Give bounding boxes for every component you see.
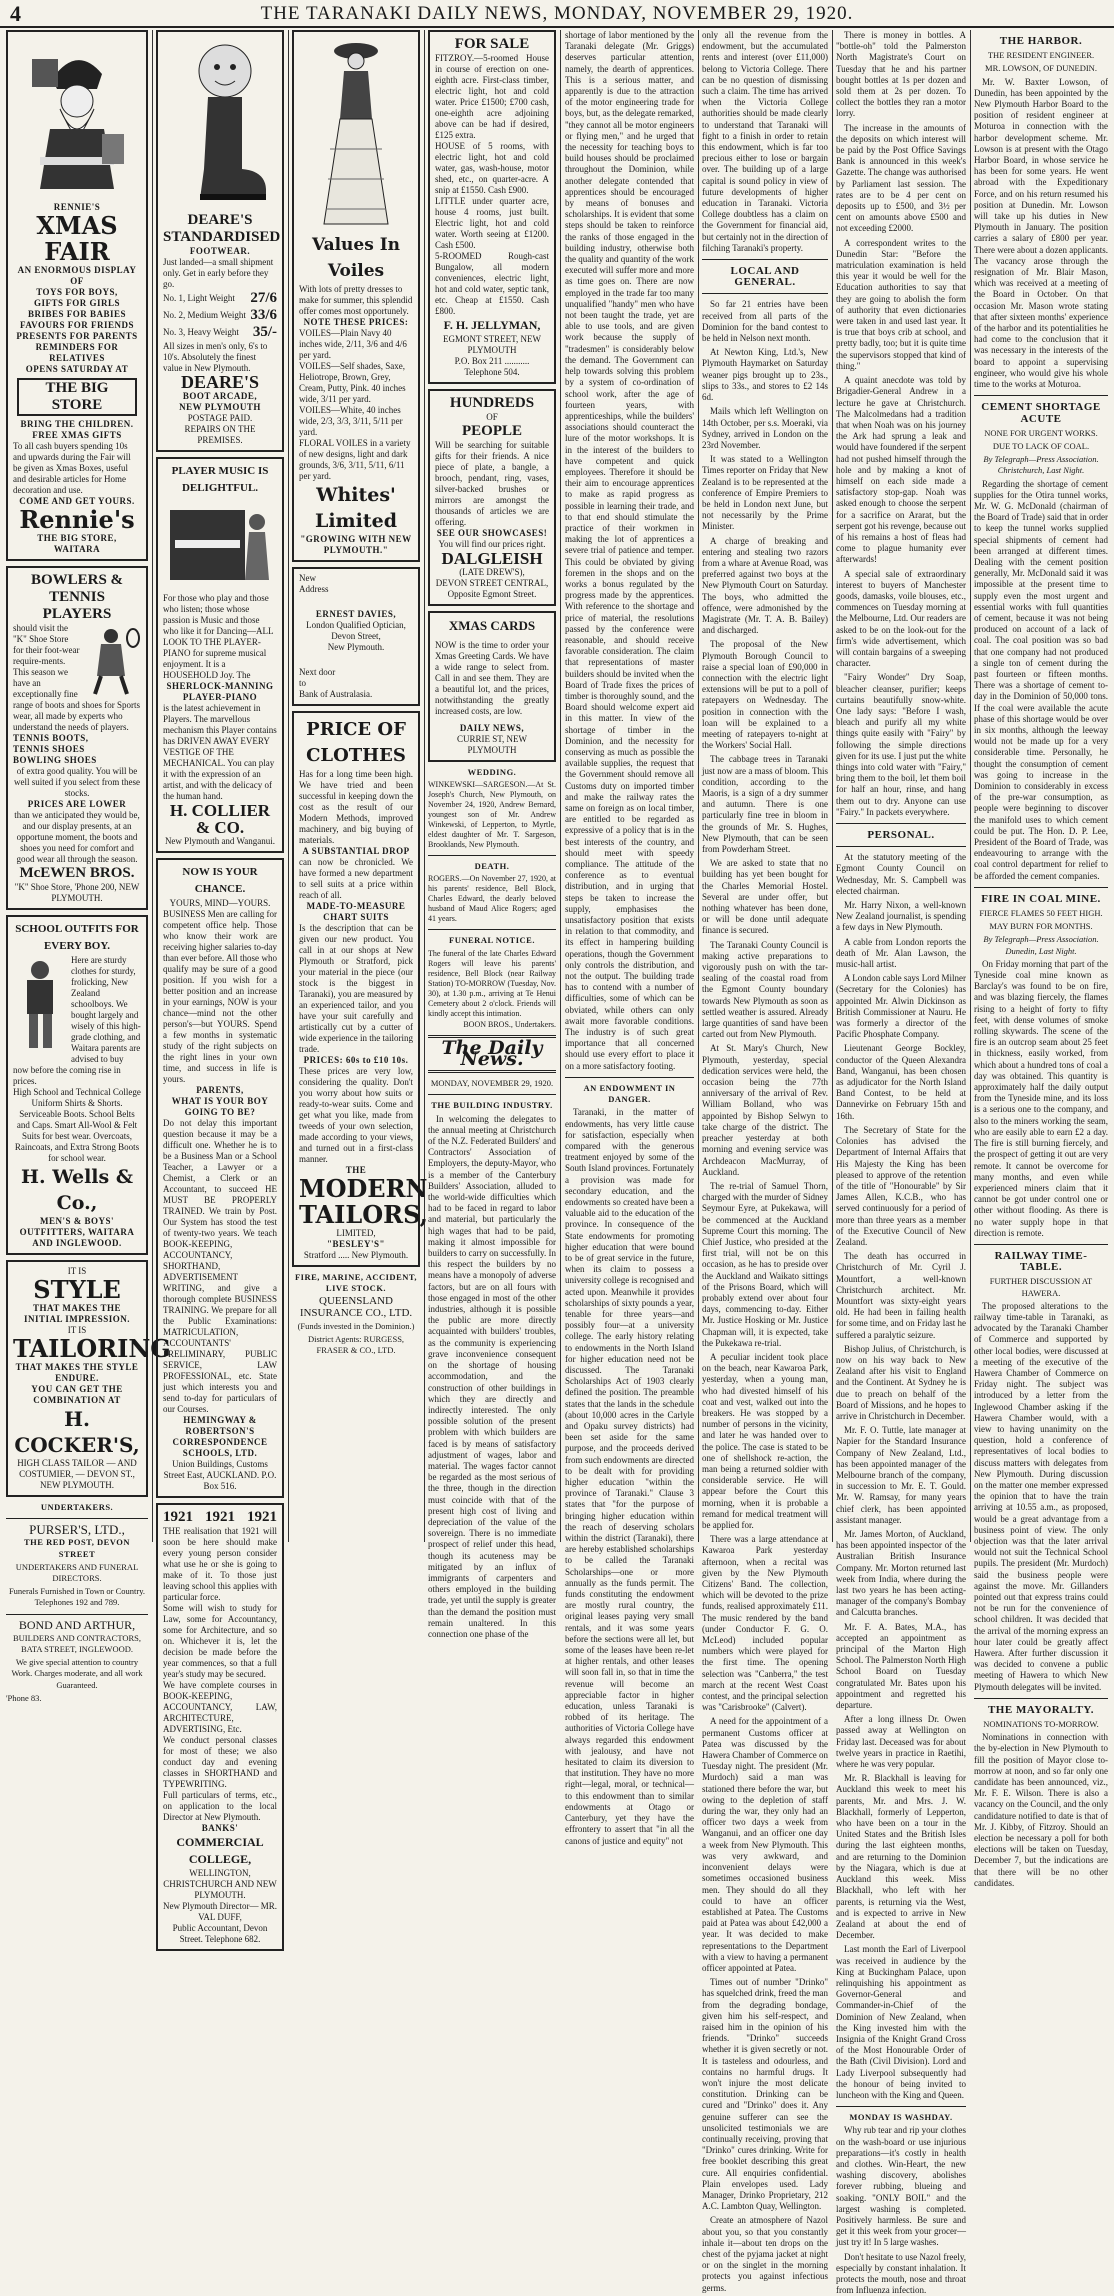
wells-sub: MEN'S & BOYS' OUTFITTERS, WAITARA AND INGLEWOOD. [19,1216,135,1248]
hemingway-sub: YOURS, MIND—YOURS. [169,898,271,908]
deare-store: DEARE'S [180,372,260,392]
pursers-desc: UNDERTAKERS AND FUNERAL DIRECTORS. [15,1561,139,1584]
endowment-body: Taranaki, in the matter of endowments, has very little cause for satisfaction, especially when compared with the generous treatment enjoyed by some of the South Island provinces. Fortunately a provision was made for secondary education, and the endowments so created have been a valuable aid to the education of the province. In consequence of the State endowments for promoting higher education that were bound to be of great service in the future, when its claim to possess a university college is recognised and acted upon. Meanwhile it provides scholarships of sixty pounds a year, tenable for three years—and possibly four—at a university college. The early history relating to endowments in the North Island for higher education need not be discussed. The Taranaki Scholarships Act of 1903 clearly defined the position. The preamble states that the lands in the schedule (about 10,000 acres in the Carlyle and Opaku survey districts) had been set aside for the same purpose, and the proceeds derived from such endowments are directed to be dealt with for providing higher education "within the province of Taranaki." Clause 3 states that "for the purpose of bringing higher education within the reach of deserving scholars within the district (Taranaki), there are hereby established scholarships to be called the Taranaki Scholarships—one or more annually as the funds permit. The funds constituting the endowment are mostly rural country, the original leases paying very small rentals, and it was some years before the sections were all let, but some of the leases have been re-let at higher rentals, and other leases will soon fall in, so that in time the revenue will become an appreciable factor in higher education, unless Taranaki is robbed of its heritage. The authorities of Victoria College have always regarded this endowment with jealousy, and have not hesitated to claim its diversion to that institution. They have no more right—legal, moral, or technical—to this endowment than to similar endowments at Otago or Canterbury, yet they have the effrontery to assert that "in all the canons of justice and equity" not [565,1107,694,1846]
column-7 [836,30,966,2296]
price-value: 27/6 [250,290,277,306]
hemingway-header: NOW IS YOUR CHANCE. [182,866,258,895]
local-general-title: LOCAL AND GENERAL. [730,265,800,289]
mcewen-header: BOWLERS & TENNIS PLAYERS [30,572,124,622]
personal-paragraph: Lieutenant George Bockley, conductor of the Queen Alexandra Band, Wanganui, has been chosen as adjudicator for the North Island Band Contest, to be held at Dannevirke on February 15th and 16th. [836,1043,966,1121]
news-paragraph: The cabbage trees in Taranaki just now are a mass of bloom. This condition, according to the Maoris, is a sign of a dry summer and autumn. There is one particularly fine tree in bloom in the grounds of Mr. S. Hughes, New Plymouth, that can be seen from Powderham Street. [702,754,828,855]
fire-sub: FIERCE FLAMES 50 FEET HIGH. [979,908,1103,919]
big-store-logo: THE BIG STORE [17,378,137,416]
deare-postage: POSTAGE PAID. [187,413,253,423]
rennie-bring: BRING THE CHILDREN. [20,419,134,429]
railway-body: The proposed alterations to the railway time-table in Taranaki, as advocated by the Taranaki Chamber of Commerce and supported by other local bodies, were discussed at a meeting of the executive of the Hawera Chamber of Commerce on Friday night. The subject was introduced by a letter from the Inglewood Chamber asking if the Hawera Chamber would, with a view to having unanimity on the question, hold a conference of representatives of local bodies to discuss matters with delegates from New Plymouth. During discussion on the matter one member expressed the opinion that to have the train arriving at 10.55 a.m., as proposed, would be a great advantage from a business point of view. The only objection was that the later arrival would not suit the Technical School pupils. The president (Mr. Murdoch) said the business people were against the move. Mr. Gillanders pointed out that express trains could not be run for the convenience of school children. It was decided that the arrival of the morning express an hour later could be greatly affect Hawera. After further discussion it was decided to convene a public meeting of Hawera to which New Plymouth delegates will be invited. [974,1300,1108,1692]
santa-claus-illustration [22,39,132,199]
tailors-limited: LIMITED, [336,1228,376,1238]
banks-college-ad [156,1503,284,1951]
collier-header: PLAYER MUSIC IS DELIGHTFUL. [171,465,269,494]
dalgleish-find: You will find our prices right. [438,539,546,549]
banks-name: BANKS' [201,1823,239,1833]
personal-paragraph: Last month the Earl of Liverpool was received in audience by the King at Buckingham Palace, upon relinquishing his appointment as Governor-General and Commander-in-Chief of the Dominion of New Zealand, when the King invested him with the Insignia of the Knight Grand Cross of the Most Honourable Order of the Bath (Civil Division). Lord and Lady Liverpool subsequently had the honour of being invited to luncheon with the King and Queen. [836,1944,966,2100]
insurance-line-2: (Funds invested in the Dominion.) [297,1320,415,1331]
rennie-item: PRESENTS FOR PARENTS [16,331,138,341]
wells-body-2: High School and Technical College Uniform Shirts & Shorts. Serviceable Boots. School Belts and Caps. Smart All-Wool & Felt Suits for best wear. Overcoats, Raincoats, and Extra Strong Boots for school wear. [13,1087,141,1163]
cocker-address: HIGH CLASS TAILOR — AND COSTUMIER, — DEVON ST., NEW PLYMOUTH. [17,1458,137,1490]
hemingway-robertson-ad [156,858,284,1498]
column-rule [560,30,561,1542]
davies-desc: London Qualified Optician, [306,620,406,630]
cocker-line: THAT MAKES THE STYLE ENDURE. [15,1362,139,1383]
news-paragraph: We are asked to state that no building has yet been bought for the Charles Memorial Hostel. Several are under offer, but nothing whatever has been done, or will be done until adequate finance is secured. [702,858,828,936]
banks-body-3: We have complete courses in BOOK-KEEPING, ACCOUNTANCY, LAW, ARCHITECTURE, ADVERTISING, Etc. [163,1680,277,1734]
collier-body: For those who play and those who listen; those whose passion is Music and those who like it for Dancing—ALL LOOK TO THE PLAYER-PIANO for supreme musical enjoyment. It is a HOUSEHOLD Joy. The [163,593,274,680]
column-rule [832,30,833,1542]
year: 1921 [205,1509,235,1525]
jellyman-for-sale-ad [428,30,556,384]
year: 1921 [247,1509,277,1525]
tennis-player-illustration [81,626,141,696]
news-paragraph: The increase in the amounts of the deposits on which interest will be paid by the Post Office Savings Bank is announced in this week's Gazette. The change was authorised by Parliament last session. The rates are to be 4 per cent on deposits up to £500, and 3½ per cent on amounts above £500 and not exceeding £2000. [836,122,966,234]
washday-body: Why rub tear and rip your clothes on the wash-board or use injurious preparations—it's costly in health and clothes. Win-Heart, the new washing discovery, abolishes forever rubbing, blueing and soaking. "ONLY BOIL" and the largest washing is completed. Positively harmless. Be sure and get it this week from your grocer—just try it! In 5 large washes. [836,2125,966,2248]
voiles-title: Values In Voiles [311,235,401,281]
jellyman-phone: P.O. Box 211 ........... Telephone 504. [454,356,530,377]
xmas-cards-ad [428,611,556,762]
news-paragraph: A quaint anecdote was told by Brigadier-General Andrew in a lecture he gave at Christchurch. The Malcolmedans had a tradition that when Noah was on his journey the Ark had sprung a leak and would have foundered if the serpent had not pushed himself through the hole and by making a knot of himself on each side made a satisfactory stop-gap. Noah was asked enough to choose the serpent for a sacrifice on Ararat, but the serpent got his revenge, because out of his remains a host of fleas had come to plague humanity ever afterwards! [836,375,966,565]
xmas-fair-title: XMAS FAIR [36,211,118,266]
voiles-item: VOILES—Self shades, Saxe, Heliotrope, Brown, Grey, Cream, Putty, Pink. 40 inches wide, 3/11 per yard. [299,361,406,404]
cement-sub: NONE FOR URGENT WORKS. [984,427,1098,438]
ernest-davies-ad [292,567,420,706]
voiles-item: FLORAL VOILES in a variety of new designs, light and dark grounds, 3/6, 3/11, 5/11, 6/11 per yard. [299,438,411,481]
jellyman-address: EGMONT STREET, NEW PLYMOUTH [443,334,541,355]
dalgleish-late: (LATE DREW'S), [459,567,525,577]
cocker-name: H. COCKER'S, [14,1407,140,1457]
mcewen-prices: PRICES ARE LOWER [27,799,127,809]
news-paragraph: Create an atmosphere of Nazol about you, so that you constantly inhale it—about ten drops on the chest of the pyjama jacket at night or on the singlet in the morning protects you against infectious germs. [702,2215,828,2293]
news-paragraph: Times out of number "Drinko" has squelched drink, freed the man from the degrading bondage, given him his self-respect, and raised him in the opinion of his friends. "Drinko" succeeds whether it is given secretly or not. It is tasteless and odourless, and contains no harmful drugs. It won't injure the most delicate constitution. Drinking can be cured and "Drinko" does it. Any genuine sufferer can see the unsolicited testimonials we are continually receiving, proving that "Drinko" cures drinking. Write for free booklet describing this great cure. All enquiries confidential. Plain envelopes used. Lady Manager, Drinko Proprietary, 212 A.C. Lambton Quay, Wellington. [702,1977,828,2212]
news-paragraph: A special sale of extraordinary interest to buyers of Manchester goods, damasks, voile blouses, etc., commences on Tuesday morning at the Melbourne, Ltd. Our readers are asked to be on the look-out for the firm's wide advertisement, which will contain bargains of a sweeping character. [836,568,966,669]
davies-name: ERNEST DAVIES, [315,609,397,619]
rennie-free-gifts: FREE XMAS GIFTS [32,430,122,440]
cement-sub-2: DUE TO LACK OF COAL. [992,440,1090,451]
rennie-item: REMINDERS FOR RELATIVES [35,342,119,363]
editorial-date: MONDAY, NOVEMBER 29, 1920. [430,1078,554,1089]
deare-town: NEW PLYMOUTH [179,402,261,412]
rennie-caption: RENNIE'S [53,202,101,212]
personal-paragraph: Mr. F. O. Tuttle, late manager at Napier for the Standard Insurance Company of New Zealand, Ltd., has been appointed manager of the Melbourne branch of the company, in succession to Mr. E. T. Gould. Mr. W. Ramsay, for many years chief clerk, has been appointed assistant manager. [836,1425,966,1525]
death-notice: ROGERS.—On November 27, 1920, at his parents' residence, Bell Block, Charles Edward, the dearly beloved husband of Maud Alice Rogers; aged 41 years. [428,874,556,924]
deare-repairs: REPAIRS ON THE PREMISES. [184,424,256,445]
price-label: No. 2, Medium Weight [163,310,246,320]
price-row [163,307,277,324]
banks-cities: WELLINGTON, CHRISTCHURCH AND NEW PLYMOUTH. [163,1868,277,1900]
rennie-xmas-fair-ad [6,30,148,561]
banks-director-2: Public Accountant, Devon Street. Telephone 682. [172,1923,268,1944]
funeral-header: FUNERAL NOTICE. [449,935,535,946]
personal-paragraph: Mr. James Morton, of Auckland, has been appointed inspector of the Australian British Insurance Company. Mr. Morton returned last week from India, where during the last two years he has been acting-manager of the company's Bombay and Calcutta branches. [836,1529,966,1618]
insurance-line-3: District Agents: RURGESS, FRASER & CO., LTD. [307,1334,405,1356]
mcewen-address: "K" Shoe Store, 'Phone 200, NEW PLYMOUTH. [14,882,140,903]
column-rule [152,30,153,1542]
banks-director: New Plymouth Director— MR. VAL DUFF, [163,1901,277,1922]
wells-header: SCHOOL OUTFITS FOR EVERY BOY. [15,923,139,952]
railway-sub: FURTHER DISCUSSION AT HAWERA. [989,1276,1093,1298]
lady-in-dress-illustration [316,39,396,229]
news-paragraph: A need for the appointment of a permanent Customs officer at Patea was discussed by the Hawera Chamber of Commerce on Tuesday night. The president (Mr. Murdoch) said a man was stationed there before the war, but owing to the depletion of staff during the war, they only had an officer two days a week from Wanganui, and an officer one day a week from New Plymouth. This was very awkward, and inconvenient delays were sometimes occasioned business men. They should do all they could to have an officer established at Patea. The Customs paid at Patea was about £42,000 a year. It was decided to make representations to the Department with a view to having a permanent officer appointed at Patea. [702,1716,828,1973]
queensland-insurance-name: QUEENSLAND INSURANCE CO., LTD. [299,1295,413,1319]
deare-note: All sizes in men's only, 6's to 10's. Absolutely the finest value in New Plymouth. [163,341,268,373]
daily-news-masthead: The Daily News. [441,1036,543,1071]
fire-title: FIRE IN COAL MINE. [981,892,1101,905]
column-1 [6,30,171,1703]
funeral-undertaker: BOON BROS., Undertakers. [463,1019,556,1029]
harbour-body: Mr. W. Baxter Lowson, of Dunedin, has been appointed by the New Plymouth Harbor Board to the position of resident engineer at Moturoa in connection with the harbor development scheme. Mr. Lowson is at present with the Otago Harbor Board, in whose service he has been for some years. He went abroad with the Expeditionary Force, and on his return resumed his position at Dunedin. Mr. Lowson will take up his duties in New Plymouth in January. The position carries a salary of £800 per year. There were about a dozen applicants. The vacancy arose through the resignation of Mr. Blair Mason, which was received at a meeting of the Board in October. On that occasion Mr. Mason wrote stating that after sixteen months' experience of the harbor and its potentialities he had come to the conclusion that it was necessary in the interests of the board to appoint a supervising engineer, who would give his whole time to the works at Moturoa. [974,76,1108,390]
cement-byline: By Telegraph—Press Association. Christchurch, Last Night. [983,454,1099,476]
whites-tagline: "GROWING WITH NEW PLYMOUTH." [300,534,412,555]
tailors-the: THE [345,1165,367,1175]
column-6 [702,30,828,2293]
washday-title: MONDAY IS WASHDAY. [849,2112,953,2123]
railway-title: RAILWAY TIME-TABLE. [994,1249,1088,1274]
sale-title: FOR SALE [454,36,530,52]
boot-illustration [170,39,270,209]
tailors-modern: MODERN [299,1174,428,1203]
hemingway-question: WHAT IS YOUR BOY GOING TO BE? [171,1096,269,1117]
news-paragraph: There was a large attendance at Kawaroa Park yesterday afternoon, when a recital was given by the New Plymouth Citizens' Band. The collection, which will be devoted to the prize funds, realised approximately £11. The music rendered by the band (under Conductor F. G. O. McLeod) included popular numbers which were played for the first time. The opening selection was "Canberra," the test march at the recent West Coast contest, and the principal selection was "Carisbrooke" (Calvert). [702,1534,828,1713]
wedding-notice: WINKEWSKI—SARGESON.—At St. Joseph's Church, New Plymouth, on November 24, 1920, Andrew Bernard, youngest son of Mr. Andrew Winkewski, of Lepperton, to Myrtle, eldest daughter of Mr. T. Sargeson, Brooklands, New Plymouth. [428,780,556,850]
mayoralty-sub: NOMINATIONS TO-MORROW. [983,1719,1099,1730]
cocker-line: IT IS [67,1266,87,1276]
davies-next: Next door [299,667,336,677]
banks-body-5: Full particulars of terms, etc., on application to the local Director at New Plymouth. [163,1790,277,1822]
fire-sub-2: MAY BURN FOR MONTHS. [989,921,1093,932]
column-rule [970,30,971,1542]
hemingway-body: BUSINESS Men are calling for competent office help. Those who know their work are receiving higher salaries to-day than ever before. All those who qualify may be sure of a good position. If you wish for a better position and an increase in your earnings, NOW is your chance—mind not the other person's—but YOURS. Spend a few months in systematic study of the right subjects on the right lines in your own time, and success in life is yours. [163,909,277,1084]
mcewen-body-2: of extra good quality. You will be well suited if you select from these stocks. [14,766,140,798]
price-label: No. 3, Heavy Weight [163,327,239,337]
column-rule [424,30,425,1542]
dalgleish-people: PEOPLE [461,423,522,439]
tailors-towns: Stratford ..... New Plymouth. [303,1250,409,1260]
news-paragraph: At St. Mary's Church, New Plymouth, yesterday, special dedication services were held, the occasion being the 77th anniversary of the arrival of Rev. William Bolland, who was appointed by Bishop Selwyn to take charge of the district. The preacher yesterday at both morning and evening service was Archdeacon MacMurray, of Auckland. [702,1043,828,1177]
whites-name: Whites' Limited [314,484,398,532]
davies-address-label: Address [299,584,329,594]
rennie-body: To all cash buyers spending 10s and upwards during the Fair will be given as Xmas Boxes, useful and desirable articles for Home decoration and use. [13,441,131,495]
washday-body-2: Don't hesitate to use Nazol freely, especially by constant inhalation. It protects the mouth, nose and throat from Influenza infection. [836,2251,966,2296]
daily-news-address: CURRIE ST, NEW PLYMOUTH [456,734,528,755]
harbour-sub-2: MR. LOWSON, OF DUNEDIN. [985,63,1097,74]
cement-body: Regarding the shortage of cement supplies for the Otira tunnel works, Mr. W. G. McDonald (chairman of the Board of Trade) said that in order to keep the tunnel works supplied special shipments of cement had been arranged at different times. Dealing with the cement position generally, Mr. McDonald said it was impossible at the present time to supply even the most urgent and essential works with full quantities of cement, because it was not being produced on account of a lack of coal. The coal position was so bad that one company had not produced a single ton of cement during the past fourteen or fifteen months. There was a shortage of cement to-day in the Dominion of 50,000 tons. If the coal were available the acute phase of this shortage would be over in six months, although the leeway would not be made up for a very considerable time. Personally, he thought the consumption of cement was going to increase in the Dominion to considerably in excess of the pre-war consumption, as people were beginning to discover the manifold uses to which cement could be put. The Hon. D. P. Lee, President of the Board of Trade, was endeavouring to arrange with the coal control department for relief to be afforded the cement companies. [974,478,1108,881]
dalgleish-name: DALGLEISH [441,549,543,568]
dalgleish-address: DEVON STREET CENTRAL, Opposite Egmont Street. [435,578,549,599]
news-paragraph: There is money in bottles. A "bottle-oh" told the Palmerston North Magistrate's Court on Tuesday that he and his partner bought bottles at 1s per dozen and sold them at 2s per dozen. To collect the bottles they ran a motor lorry. [836,30,966,119]
year: 1921 [163,1509,193,1525]
column-2 [156,30,284,1944]
news-paragraph: The re-trial of Samuel Thorn, charged with the murder of Sidney Seymour Eyre, at Pukekawa, will be commenced at the Auckland Supreme Court this morning. The Chief Justice, who presided at the first trial, will not be on this occasion, as he has to preside over the Auckland and Waikato sittings of the Prisons Board, which will probably extend over about four days, commencing to-day. Either Mr. Justice Hosking or Mr. Justice Chapman will, it is expected, take the Pukekawa re-trial. [702,1180,828,1348]
collier-product: SHERLOCK-MANNING PLAYER-PIANO [166,681,274,702]
tailors-besley: "BESLEY'S" [326,1239,385,1249]
bond-arthur-phone: 'Phone 83. [6,1692,42,1703]
dalgleish-of: OF [486,412,498,422]
undertakers-header: UNDERTAKERS. [40,1502,114,1512]
voiles-header: NOTE THESE PRICES: [303,317,409,327]
editorial-continued: shortage of labor mentioned by the Taranaki delegate (Mr. Griggs) deserves particular attention, namely, the dearth of apprentices. This is a serious matter, and apparently is due to the attraction of the motor engineering trade for boys, but, as the delegate remarked, "they cannot all be motor engineers or flying men," and he urged that the necessity for teaching boys to build houses should be proclaimed throughout the Dominion, while another delegate contended that apprentices should be encouraged by means of bonuses and scholarships. It is evident that some steps should be taken to reinforce the ranks of those engaged in the building industry, otherwise both the quality and quantity of the work executed will suffer more and more as time goes on. There are now employed in the trade far too many unqualified "handy" men who have not been taught the trade, yet are able to use tools, and are given work because the supply of "tradesmen" is considerably below the demand. The Government can help towards solving this problem by a system of co-ordination of school work, after the age of fourteen years, with apprenticeships, while the builders' associations should counteract the lure of the motor workshops. It is in the interest of the builders to have competent and quick employees. Therefore it should be their aim to encourage apprentices to make as rapid progress as possible in learning their trade, and to that end should stimulate the practice of their workmen in making the lot of apprentices a severe trial of patience and temper. This could be obviated by giving foremen in the shops and on the works a bonus regulated by the progress made by the apprentices. With reference to the shortage and price of material, the resolutions passed by the conference were reasonable, and should receive favorable consideration. The claim that representations of master builders should be invited when the Board of Trade fixes the prices of timber is thoroughly sound, and the Board should welcome expert aid in this matter. In view of the shortage of timber in the Dominion, and the necessity for conserving as much as possible the available supplies, the request that the Government should remove all Customs duty on imported timber and make the railway rates the same on foreign as on local timber, are entitled to be regarded as expressive of a policy that is in the best interests of the country, and should meet with speedy compliance. The attitude of the conference as to eventual distribution, and in urging that steps be taken to increase the supply, emphasises the unsatisfactory position that exists in relation to that commodity, and its effect in hampering building operations, though the Government only controls the distribution, and not the output. The building trade has to contend with a number of difficulties, some of which can be obviated, while others can only await more favorable conditions. The industry is of such great importance that all concerned should use every effort to place it on a more satisfactory footing. [565,30,694,1071]
editorial-body: In welcoming the delegates to the annual meeting at Christchurch of the N.Z. Federated Builders' and Contractors' Association of Employers, the deputy-Mayor, who is a member of the Canterbury Builders' Association, alluded to the world-wide difficulties which had to be faced in regard to labor and material, but particularly the high wages that had to be paid, making it almost impossible for builders to carry on successfully. In this respect the builders by no means have a monopoly of adverse factors, but are on all fours with those engaged in most of the other industries, although it is possible the public are more directly acquainted with builders' troubles, as the community is experiencing grave inconvenience consequent on the shortage of housing accommodation, and the construction of other buildings in which they are directly and indirectly interested. The only possible solution of the present problem with which builders are faced is by means of satisfactory adjustment of wages, labor and material. The wages factor cannot be regarded as the most serious of the three, though in the direction must coincide with that of the present high cost of living and depreciation of the value of the sovereign. There is no immediate prospect of relief under this head, though its acuteness may be mitigated by an influx of immigrants of carpenters and others employed in the building trade, yet until the supply is greater than the demand the position must remain unaltered. In this connection one phase of the [428,1113,556,1639]
news-paragraph: The proposal of the New Plymouth Borough Council to raise a special loan of £90,000 in connection with the electric light extensions will be put to a poll of ratepayers on Wednesday. The position in connection with the loan will be explained to a meeting of ratepayers to-night at the Workers' Social Hall. [702,639,828,751]
pursers-address: THE RED POST, DEVON STREET [24,1537,130,1559]
harbour-title: THE HARBOR. [999,35,1083,47]
dalgleish-see: SEE OUR SHOWCASES! [436,528,548,538]
rennie-item: BRIBES FOR BABIES [27,309,127,319]
personal-title: PERSONAL. [867,829,935,842]
cocker-tailoring: TAILORING [13,1334,171,1363]
news-paragraph: "Fairy Wonder" Dry Soap, bleacher cleanser, purifier; keeps curtains beautifully snow-white. One lady says: "Before I wash, bleach and purify all my white things quite easily with "Fairy" by following the simple directions given for its use. I just put the white things into cold water with "Fairy," bring them to the boil, let them boil for half an hour, rinse, and hang them out to dry. Anyone can use "Fairy." In packets everywhere. [836,672,966,817]
cocker-line: YOU CAN GET THE COMBINATION AT [31,1384,123,1405]
harbour-sub: THE RESIDENT ENGINEER. [987,50,1095,61]
pursers-body: Funerals Furnished in Town or Country. Telephones 192 and 789. [8,1586,146,1608]
banks-body-2: Some will wish to study for Law, some for Accountancy, some for Architecture, and so on. Whichever it is, let the decision be made before the year commences, so that a full year's study may be secured. [163,1603,277,1679]
collier-body-2: is the latest achievement in Players. The marvellous mechanism this Player contains has DRIVEN AWAY EVERY VESTIGE OF THE MECHANICAL. You can play it with the expression of an artist, and with the delicacy of the human hand. [163,703,277,801]
price-row [163,290,277,307]
clothes-body-3: Is the description that can be given our new product. You call in at our shops at New Plymouth or Stratford, pick your material in the piece (our stock is the biggest in Taranaki), you are measured by an experienced tailor, and you have your suit carefully and artistically cut by a cutter of wide experience in the tailoring trade. [299,923,413,1054]
personal-paragraph: Mr. R. Blackhall is leaving for Auckland this week to meet his parents, Mr. and Mrs. J. W. Blackhall, formerly of Lepperton, who have been on a tour in the United States and the British Isles during the last eighteen months, and are returning to the Dominion by the Niagara, which is due at Auckland this week. Miss Blackhall, who left with her parents, is returning via the West, and is expected to arrive in New Zealand at about the end of December. [836,1773,966,1941]
mcewen-item: TENNIS SHOES [13,744,85,754]
cocker-style: STYLE [33,1275,121,1304]
news-paragraph: So far 21 entries have been received from all parts of the Dominion for the band contest to be held in Nelson next month. [702,299,828,344]
price-label: No. 1, Light Weight [163,293,235,303]
dalgleish-hundreds: HUNDREDS [449,395,535,411]
column-rule [288,30,289,1542]
page-number: 4 [10,1,21,26]
rennie-item: TOYS FOR BOYS, [36,287,118,297]
price-value: 33/6 [250,307,277,323]
whites-voiles-ad [292,30,420,562]
personal-paragraph: The Secretary of State for the Colonies has advised the Department of Internal Affairs that His Majesty the King has been pleased to approve of the retention of the title of "Honourable" by Sir James Allen, K.C.B., who has served continuously for a period of more than three years as a member of the Executive Council of New Zealand. [836,1124,966,1247]
wells-name: H. Wells & Co., [21,1166,133,1214]
deare-title: STANDARDISED [163,229,281,245]
collier-player-piano-ad [156,457,284,853]
news-paragraph: Mails which left Wellington on 14th October, per s.s. Moeraki, via Sydney, arrived in London on the 23rd November. [702,406,828,450]
price-value: 35/- [252,324,277,340]
personal-paragraph: Mr. Harry Nixon, a well-known New Zealand journalist, is spending a few days in New Plymouth. [836,900,966,933]
voiles-body: With lots of pretty dresses to make for summer, this splendid offer comes most opportunely. [299,284,413,316]
price-row [163,324,277,341]
rennie-name: Rennie's [19,505,135,534]
mayoralty-title: THE MAYORALTY. [987,1703,1095,1716]
banks-body-4: We conduct personal classes for most of these; we also conduct day and evening classes in SHORTHAND and TYPEWRITING. [163,1735,277,1789]
davies-to: to [299,678,307,688]
daily-news-name: DAILY NEWS, [459,723,525,733]
news-paragraph: A charge of breaking and entering and stealing two razors from a whare at Avenue Road, was preferred against two boys at the New Plymouth Court on Saturday. The boys, who admitted the offence, were admonished by the Magistrate (Mr. T. A. B. Bailey) and discharged. [702,535,828,636]
editorial-title: THE BUILDING INDUSTRY. [431,1100,553,1111]
rennie-come: COME AND GET YOURS. [19,496,135,506]
rennie-tagline: AN ENORMOUS DISPLAY OF [17,265,137,286]
davies-new: New [299,573,316,583]
cocker-line: THAT MAKES THE INITIAL IMPRESSION. [23,1303,131,1324]
clothes-body-4: These prices are very low, considering the quality. Don't you worry about how suits or ready-to-wear suits. Come and get what you like, made from tweeds of your own selection, made according to your views, and turned out in a first-class manner. [299,1066,413,1164]
news-paragraph: A correspondent writes to the Dunedin Star: "Before the matriculation examination is held this year it would be well for the Education authorities to say that they are going to abolish the form of authority that even dictionaries were taken in and used last year. It is true that boys crib at school, and pretty badly, too; but it is quite time the supervisors stopped that kind of thing." [836,237,966,371]
voiles-item: VOILES—White, 40 inches wide, 2/3, 3/3, 3/11, 5/11 per yard. [299,405,403,437]
jellyman-name: F. H. JELLYMAN, [443,318,541,332]
dalgleish-body: Will be searching for suitable gifts for their friends. A nice piece of plate, a bangle, a brooch, pendant, ring, vases, silver-backed brushes or mirrors are amongst the thousands of articles we are offering. [435,440,549,527]
fire-body: On Friday morning that part of the Tyneside coal mine known as Barclay's was found to be on fire, and was blazing fiercely, the flames rising to a height of forty to fifty feet, with dense volumes of smoke rolling skywards. The scene of the fire is an outcrop seam about 25 feet in thickness, easily worked, from which about a hundred tons of coal a day was obtained. This quantity is approximately half the daily output from the Tyneside mine, and its loss is a serious one to the company, and also to the miners working the seam, who are easily able to earn £2 a day. The fire is still burning fiercely, and the prospect of getting it out are very remote. It cannot be overcome for many months, and even while experienced miners claim that it cannot be got under control one or other without flooding. As there is no water supply hope in that direction is remote. [974,958,1108,1238]
clothes-body-2: can now be chronicled. We have formed a new department to sell suits at a price within reach of all. [299,857,413,900]
sale-item: LITTLE under quarter acre, house 4 rooms, just built. Electric light, hot and cold water. Worth seeing at £1200. Cash £500. [435,196,549,250]
wells-school-outfits-ad [6,915,148,1255]
davies-street: Devon Street, [331,631,381,641]
voiles-item: VOILES—Plain Navy 40 inches wide, 2/11, 3/6 and 4/6 per yard. [299,328,407,360]
news-paragraph: It was stated to a Wellington Times reporter on Friday that New Zealand is to be represented at the conference of Empire Premiers to be held in London next June, but not necessarily by the Prime Minister. [702,454,828,532]
schoolboy-illustration [13,958,68,1053]
cocker-tailor-ad [6,1260,171,1497]
personal-paragraph: Bishop Julius, of Christchurch, is now on his way back to New Zealand after his visit to England and the Continent. At Sydney he is due to preach on behalf of the Board of Missions, and he hopes to arrive in Christchurch in December. [836,1343,966,1421]
hemingway-parents: PARENTS, [196,1085,244,1095]
mcewen-item: BOWLING SHOES [13,755,97,765]
modern-tailors-ad [292,711,428,1267]
sale-item: 5-ROOMED Rough-cast Bungalow, all modern conveniences, electric light, hot and cold water, septic tank, etc. Cheap at £1550. Cash £800. [435,251,549,316]
personal-paragraph: A London cable says Lord Milner (Secretary for the Colonies) has appointed Mr. Alwin Dickinson as British Commissioner at Nauru. He was formerly a director of the Pacific Phosphate Company. [836,973,966,1040]
mayoralty-body: Nominations in connection with the by-election in New Plymouth to fill the position of Mayor close to-morrow at noon, and so far only one candidate has been announced, viz., Mr. F. E. Wilson. There is also a vacancy on the Council, and the only candidature notified to date is that of Mr. J. Kibby, of Fitzroy. Should an election be necessary a poll for both elections will be taken on Tuesday, December 7, but the indications are that there will be no other candidates. [974,1732,1108,1888]
insurance-line: FIRE, MARINE, ACCIDENT, LIVE STOCK. [294,1272,418,1294]
xmas-cards-body: NOW is the time to order your Xmas Greeting Cards. We have a wide range to select from. Call in and see them. They are a beautiful lot, and the prices, notwithstanding the greatly increased costs, are low. [435,640,549,716]
bond-arthur-desc: BUILDERS AND CONTRACTORS, BATA STREET, INGLEWOOD. [12,1632,142,1655]
personal-paragraph: The death has occurred in Christchurch of Mr. Cyril J. Mountfort, a well-known Christchurch architect. Mr. Mountfort was sixty-eight years old. He had been in failing health for some time, and on Friday last he suffered a paralytic seizure. [836,1251,966,1340]
dalgleish-jeweller-ad [428,389,556,606]
sale-item: FITZROY.—5-roomed House in course of erection on one-eighth acre. First-class timber, electric light, hot and cold water. Price £1500; £700 cash, one-eighth acre adjoining above can be had if desired, £125 extra. [435,53,549,140]
rennie-footer: THE BIG STORE, WAITARA [37,533,117,554]
deare-body: Just landed—a small shipment only. Get in early before they go. [163,257,274,289]
rennie-item: FAVOURS FOR FRIENDS [20,320,134,330]
davies-bank: Bank of Australasia. [299,689,373,699]
hemingway-address: Union Buildings, Customs Street East, AUCKLAND. P.O. Box 516. [163,1459,277,1491]
bond-arthur-body: We give special attention to country Work. Charges moderate, and all work Guaranteed. [11,1657,143,1690]
hemingway-name: HEMINGWAY & ROBERTSON'S CORRESPONDENCE SCHOOLS, LTD. [172,1415,268,1458]
player-piano-illustration [165,500,275,590]
deare-footwear-ad [156,30,284,452]
endowment-continued: only all the revenue from the endowment, but the accumulated rents and interest (over £11,000) belong to Victoria College. There can be no question of dismissing such a claim. The time has arrived when the Victoria College authorities should be made clearly to understand that Taranaki will fight to a finish in order to retain this endowment, which is far too precious either to lose or bargain over. The building up of a large capital is sound policy in view of future developments of higher education in Taranaki. Victoria College doubtless has a claim on the Government for financial aid, but certainly not in the direction of filching Taranaki's property. [702,30,828,253]
cement-title: CEMENT SHORTAGE ACUTE [981,401,1101,425]
collier-address: New Plymouth and Wanganui. [164,836,276,846]
wedding-header: WEDDING. [467,767,517,777]
clothes-body: Has for a long time been high. We have tried and been successful in keeping down the cost as the result of our Modern Methods, improved machinery, and big buying of materials. [299,769,413,845]
news-paragraph: At Newton King, Ltd.'s, New Plymouth Haymarket on Saturday weaner pigs brought up to 23s., slips to 33s., and stores to £2 14s 6d. [702,347,828,403]
news-paragraph: The Taranaki County Council is making active preparations to vigorously push on with the tar-sealing of the coastal road from the Egmont County boundary towards New Plymouth as soon as settled weather is assured. Already large quantities of sand have been carted out from New Plymouth. [702,939,828,1040]
death-header: DEATH. [474,861,510,872]
news-paragraph: A peculiar incident took place on the beach, near Kawaroa Park, yesterday, when a young man, who had divested himself of his coat and vest, walked out into the breakers. He was stopped by a number of persons in the vicinity, and later he was handed over to the police. The case is stated to be one of shellshock re-action, the man being a returned soldier with considerable service. He will appear before the Court this morning, when it is probable a remand for medical treatment will be applied for. [702,1351,828,1530]
personal-paragraph: A cable from London reports the death of Mr. Alan Lawson, the music-hall artist. [836,936,966,970]
wells-body: Here are sturdy clothes for sturdy, frolicking, New Zealand schoolboys. We bought largely and wisely of this high-grade clothing, and Waitara parents are advised to buy now before the coming rise in prices. [13,955,141,1086]
banks-body: THE realisation that 1921 will soon be here should make every young person consider what use he or she is going to make of it. To those just leaving school this applies with particular force. [163,1526,277,1602]
deare-name: DEARE'S [187,212,253,228]
davies-town: New Plymouth. [327,642,385,652]
clothes-suits: MADE-TO-MEASURE CHART SUITS [306,901,406,922]
year-row [163,1509,277,1526]
rennie-item: OPENS SATURDAY AT [25,364,129,374]
tailors-tailors: TAILORS, [299,1200,428,1229]
mcewen-body: should visit the "K" Shoe Store for their foot-wear require-ments. This season we have an exceptionally fine range of boots and shoes for Sports wear, all made by experts who understand the needs of players. [13,623,140,732]
column-5 [565,30,694,1846]
newspaper-title: THE TARANAKI DAILY NEWS, MONDAY, NOVEMBER 29, 1920. [260,3,854,24]
sale-item: HOUSE of 5 rooms, with electric light, hot and cold water, gas, wash-house, motor shed, etc., on quarter-acre. A snip at £1550. Cash £900. [435,141,549,195]
pursers-name: PURSER'S, LTD., [29,1522,125,1538]
column-4 [428,30,556,1639]
clothes-drop: A SUBSTANTIAL DROP [302,846,410,856]
clothes-title: PRICE OF CLOTHES [306,719,406,766]
mcewen-bros-ad [6,566,148,910]
deare-sub: FOOTWEAR. [189,246,251,256]
bond-arthur-name: BOND AND ARTHUR, [18,1617,136,1632]
personal-paragraph: Mr. F. A. Bates, M.A., has accepted an appointment as principal of the Marton High School. The Palmerston North High School Board on Tuesday congratulated Mr. Bates upon his appointment and regretted his departure. [836,1621,966,1711]
mcewen-item: TENNIS BOOTS, [13,733,89,743]
mcewen-name: McEWEN BROS. [19,865,135,881]
personal-paragraph: At the statutory meeting of the Egmont County Council on Wednesday, Mr. S. Campbell was elected chairman. [836,852,966,896]
rennie-item: GIFTS FOR GIRLS [33,298,121,308]
masthead [0,0,1114,28]
clothes-prices: PRICES: 60s to £10 10s. [303,1055,409,1065]
cocker-line: IT IS [67,1325,87,1335]
personal-paragraph: After a long illness Dr. Owen passed away at Wellington on Friday last. Deceased was for about twelve years in practice in Raetihi, where he was very popular. [836,1714,966,1770]
column-rule [698,30,699,1542]
column-3 [292,30,428,1544]
funeral-notice: The funeral of the late Charles Edward Rogers will leave his parents' residence, Bell Block (near Railway Station) TO-MORROW (Tuesday, Nov. 30), at 1.30 p.m., arriving at Te Henui Cemetery about 2 o'clock. Friends will kindly accept this intimation. [428,948,556,1018]
mcewen-body-3: than we anticipated they would be, and our display presents, at an opportune moment, the boots and shoes you need for comfort and good wear all through the season. [14,810,140,864]
hemingway-body-2: Do not delay this important question because it may be a difficult one. Whether he is to be a Business Man or a School Teacher, a Lawyer or a Chemist, a Clerk or an Accountant, to succeed HE MUST BE PROPERLY TRAINED. We train by Post. Our System has stood the test of twenty-two years. We teach BOOK-KEEPING, ACCOUNTANCY, SHORTHAND, ADVERTISEMENT WRITING, and give a thorough complete BUSINESS TRAINING. We prepare for all the Public Examinations: MATRICULATION, ACCOUNTANTS' PRELIMINARY, PUBLIC SERVICE, LAW PROFESSIONAL, etc. State just which interests you and send to-day for particulars of our Courses. [163,1118,277,1414]
collier-name: H. COLLIER & CO. [169,801,271,837]
xmas-cards-title: XMAS CARDS [448,618,536,633]
deare-store-sub: BOOT ARCADE, [182,391,258,401]
column-8 [974,30,1108,1888]
banks-title: COMMERCIAL COLLEGE, [176,1835,264,1866]
endowment-title: AN ENDOWMENT IN DANGER. [583,1082,676,1105]
fire-byline: By Telegraph—Press Association. Dunedin, Last Night. [983,934,1099,956]
